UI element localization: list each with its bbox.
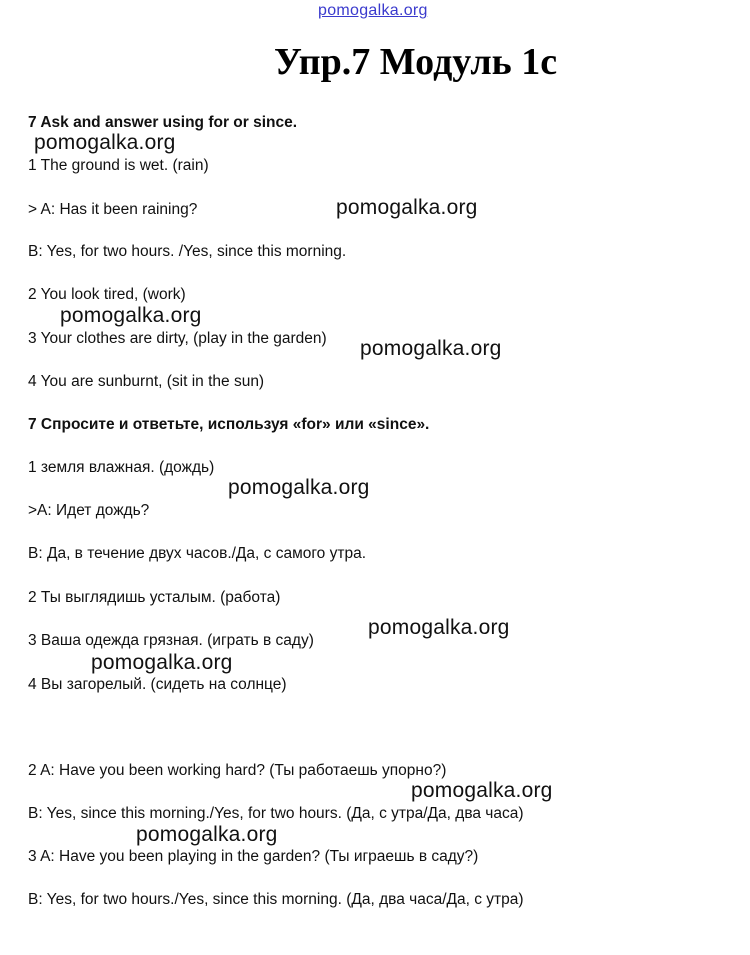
text-line: 2 You look tired, (work): [28, 286, 186, 303]
text-line: >А: Идет дождь?: [28, 502, 150, 519]
answer-line: B: Yes, since this morning./Yes, for two hours. (Да, с утра/Да, два часа): [28, 805, 524, 822]
page-title: Упр.7 Модуль 1с: [274, 41, 558, 83]
exercise-heading-en: 7 Ask and answer using for or since.: [28, 114, 298, 131]
text-line: B: Yes, for two hours. /Yes, since this morning.: [28, 243, 347, 260]
answer-line: 3 A: Have you been playing in the garden? (Ты играешь в саду?): [28, 848, 479, 865]
watermark: pomogalka.org: [91, 651, 233, 674]
watermark: pomogalka.org: [411, 779, 553, 802]
header-site-link[interactable]: pomogalka.org: [318, 2, 428, 19]
watermark: pomogalka.org: [136, 823, 278, 846]
watermark: pomogalka.org: [368, 616, 510, 639]
text-line: 4 Вы загорелый. (сидеть на солнце): [28, 676, 287, 693]
text-line: 4 You are sunburnt, (sit in the sun): [28, 373, 265, 390]
watermark: pomogalka.org: [60, 304, 202, 327]
watermark: pomogalka.org: [336, 196, 478, 219]
text-line: 2 Ты выглядишь усталым. (работа): [28, 589, 281, 606]
watermark: pomogalka.org: [360, 337, 502, 360]
text-line: В: Да, в течение двух часов./Да, с самого утра.: [28, 545, 366, 562]
text-line: 3 Ваша одежда грязная. (играть в саду): [28, 632, 314, 649]
text-line: > A: Has it been raining?: [28, 201, 198, 218]
watermark: pomogalka.org: [228, 476, 370, 499]
exercise-heading-ru: 7 Спросите и ответьте, используя «for» или «since».: [28, 416, 430, 433]
text-line: 1 земля влажная. (дождь): [28, 459, 215, 476]
answer-line: B: Yes, for two hours./Yes, since this morning. (Да, два часа/Да, с утра): [28, 891, 524, 908]
text-line: 3 Your clothes are dirty, (play in the garden): [28, 330, 327, 347]
answer-line: 2 A: Have you been working hard? (Ты работаешь упорно?): [28, 762, 447, 779]
text-line: 1 The ground is wet. (rain): [28, 157, 209, 174]
watermark: pomogalka.org: [34, 131, 176, 154]
